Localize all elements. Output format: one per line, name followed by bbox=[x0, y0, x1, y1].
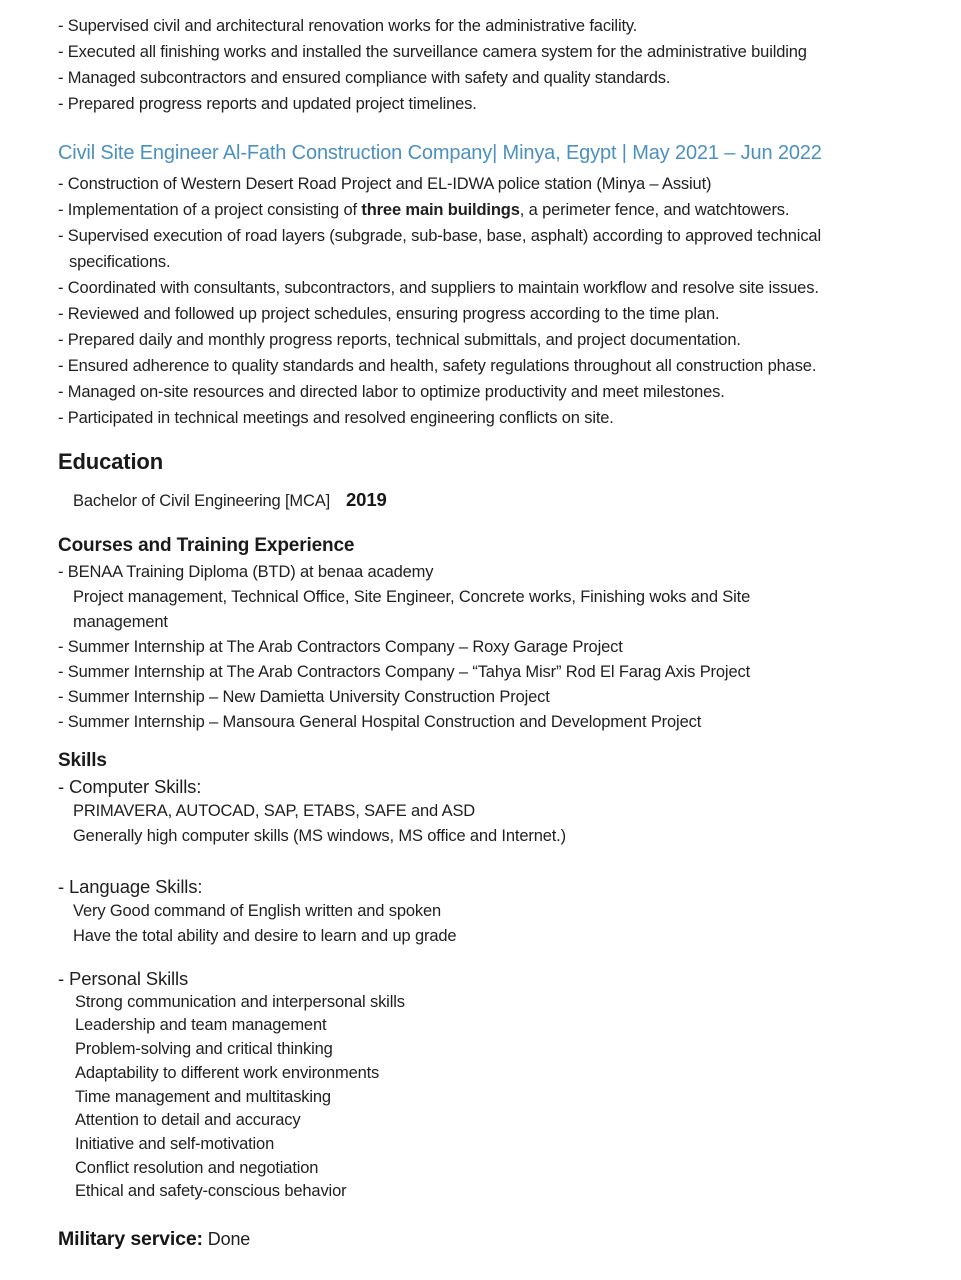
skill-line: Time management and multitasking bbox=[75, 1087, 331, 1106]
skill-line: Very Good command of English written and spoken bbox=[73, 901, 442, 920]
bullet-item: - Reviewed and followed up project schedules, ensuring progress according to the time plan. bbox=[58, 305, 720, 323]
computer-skills-label: - Computer Skills: bbox=[58, 775, 202, 797]
bullet-item: - Supervised execution of road layers (subgrade, sub-base, base, asphalt) according to approved technical specifications. bbox=[58, 227, 826, 271]
education-heading: Education bbox=[58, 449, 163, 474]
bullet-item: - Prepared progress reports and updated project timelines. bbox=[58, 95, 477, 113]
course-item: - Summer Internship at The Arab Contractors Company – “Tahya Misr” Rod El Farag Axis Project bbox=[58, 662, 751, 681]
bullet-item: - Managed subcontractors and ensured compliance with safety and quality standards. bbox=[58, 69, 671, 87]
bullet-item: - Coordinated with consultants, subcontractors, and suppliers to maintain workflow and resolve site issues. bbox=[58, 279, 819, 297]
previous-role-section bbox=[58, 13, 903, 117]
bullet-item: - Managed on-site resources and directed labor to optimize productivity and meet milestones. bbox=[58, 383, 725, 401]
bullet-item: - Prepared daily and monthly progress reports, technical submittals, and project documentation. bbox=[58, 331, 741, 349]
civil-site-engineer-section bbox=[58, 142, 903, 431]
bullet-item: - Executed all finishing works and installed the surveillance camera system for the administrative building bbox=[58, 43, 807, 61]
skills-section bbox=[58, 749, 903, 1204]
bullet-item: - Supervised civil and architectural renovation works for the administrative facility. bbox=[58, 17, 638, 35]
skill-line: Attention to detail and accuracy bbox=[75, 1111, 301, 1130]
personal-skills-label: - Personal Skills bbox=[58, 967, 189, 989]
degree-text: Bachelor of Civil Engineering [MCA] bbox=[73, 491, 331, 510]
skill-line: Leadership and team management bbox=[75, 1016, 327, 1035]
resume-content bbox=[58, 13, 903, 1252]
language-skills-lines bbox=[58, 899, 903, 949]
skill-line: PRIMAVERA, AUTOCAD, SAP, ETABS, SAFE and ASD bbox=[73, 801, 476, 820]
military-service-label: Military service: bbox=[58, 1228, 203, 1251]
military-service-status: Done bbox=[207, 1229, 251, 1250]
job-title-heading: Civil Site Engineer Al-Fath Construction Company| Minya, Egypt | May 2021 – Jun 2022 bbox=[58, 142, 822, 164]
skill-line: Ethical and safety-conscious behavior bbox=[75, 1182, 347, 1201]
course-item: - Summer Internship – Mansoura General Hospital Construction and Development Project bbox=[58, 712, 702, 731]
bullet-item: - Participated in technical meetings and resolved engineering conflicts on site. bbox=[58, 409, 614, 427]
bullet-text-post: , a perimeter fence, and watchtowers. bbox=[519, 201, 790, 219]
bullet-item: - Construction of Western Desert Road Project and EL-IDWA police station (Minya – Assiut) bbox=[58, 175, 712, 193]
skill-line: Conflict resolution and negotiation bbox=[75, 1158, 319, 1177]
course-item: - BENAA Training Diploma (BTD) at benaa academy bbox=[58, 562, 434, 581]
skill-line: Initiative and self-motivation bbox=[75, 1134, 275, 1153]
bullet-text-pre: - Implementation of a project consisting of bbox=[58, 201, 362, 219]
skill-line: Adaptability to different work environments bbox=[75, 1063, 380, 1082]
graduation-year: 2019 bbox=[346, 488, 387, 510]
course-detail: Project management, Technical Office, Site Engineer, Concrete works, Finishing woks and Site management bbox=[73, 587, 751, 631]
education-section bbox=[58, 448, 903, 511]
skill-line: Have the total ability and desire to learn and up grade bbox=[73, 926, 457, 945]
personal-skills-lines bbox=[58, 991, 903, 1204]
course-item: - Summer Internship – New Damietta University Construction Project bbox=[58, 687, 550, 706]
courses-heading: Courses and Training Experience bbox=[58, 534, 355, 556]
skill-line: Generally high computer skills (MS windows, MS office and Internet.) bbox=[73, 826, 566, 845]
skill-line: Problem-solving and critical thinking bbox=[75, 1040, 333, 1059]
language-skills-label: - Language Skills: bbox=[58, 875, 203, 897]
skills-heading: Skills bbox=[58, 749, 107, 771]
bullet-item-implementation bbox=[58, 197, 903, 223]
degree-line bbox=[73, 490, 903, 511]
bullet-text-bold: three main buildings bbox=[361, 201, 520, 219]
courses-section bbox=[58, 534, 903, 735]
computer-skills-lines bbox=[58, 799, 903, 849]
bullet-item: - Ensured adherence to quality standards and health, safety regulations throughout all construction phase. bbox=[58, 357, 817, 375]
course-item: - Summer Internship at The Arab Contractors Company – Roxy Garage Project bbox=[58, 637, 623, 656]
skill-line: Strong communication and interpersonal skills bbox=[75, 992, 405, 1011]
military-service-line bbox=[58, 1226, 903, 1252]
